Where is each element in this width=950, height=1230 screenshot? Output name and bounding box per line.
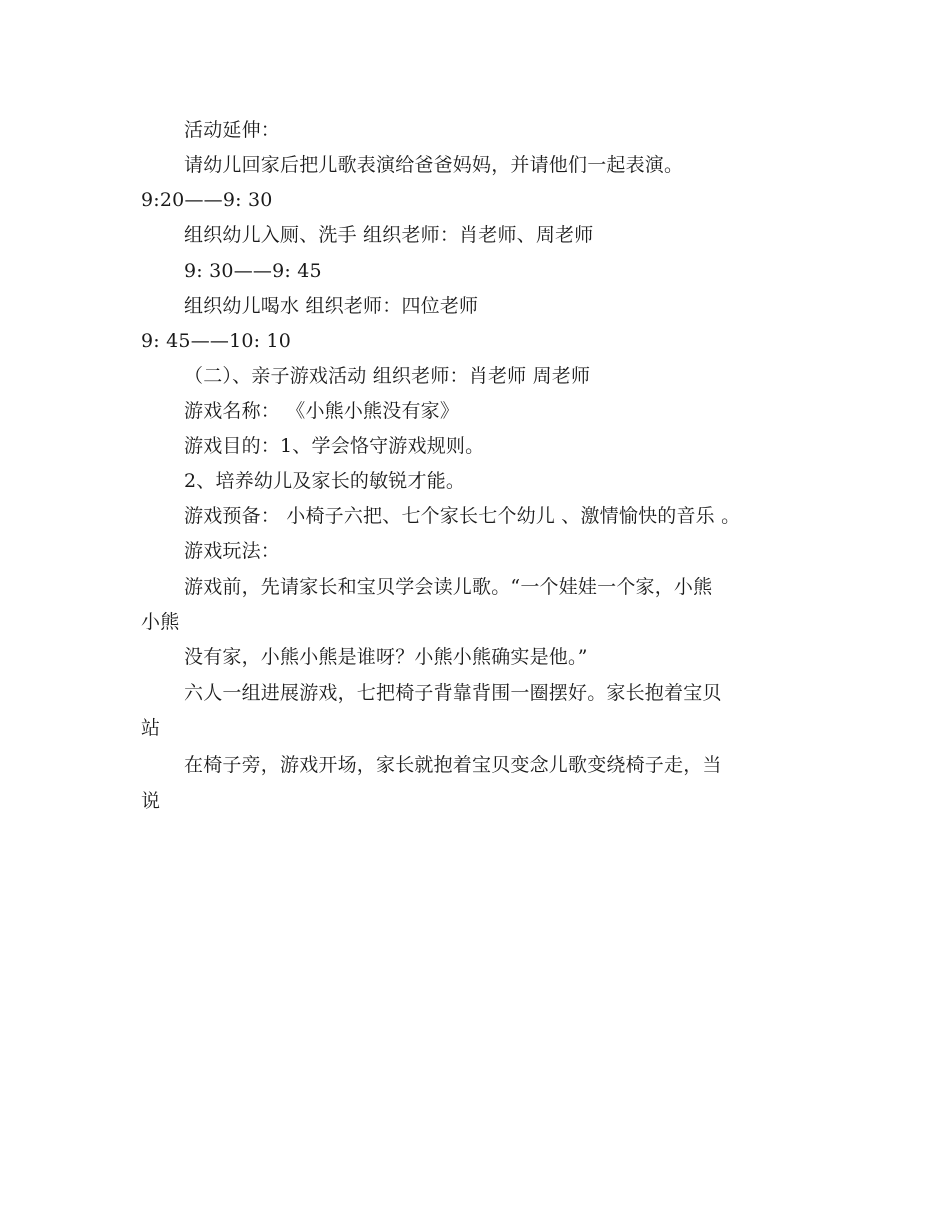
game-goal: 游戏目的：1、学会恪守游戏规则。 [184, 435, 485, 457]
paragraph-line: 说 [141, 790, 161, 812]
paragraph-line: 游戏前，先请家长和宝贝学会读儿歌。“一个娃娃一个家，小熊 [184, 576, 713, 598]
game-rules-heading: 游戏玩法： [184, 540, 281, 562]
time-slot: 9: 30——9: 45 [184, 260, 322, 282]
section-heading-parent-child-game: （二）、亲子游戏活动 组织老师：肖老师 周老师 [184, 365, 591, 387]
time-slot: 9: 45——10: 10 [141, 330, 292, 352]
game-preparation: 游戏预备： 小椅子六把、七个家长七个幼儿 、激情愉快的音乐 。 [184, 505, 741, 527]
paragraph-line: 组织幼儿入厕、洗手 组织老师：肖老师、周老师 [184, 224, 594, 246]
section-heading-activity-extension: 活动延伸： [184, 119, 281, 141]
paragraph-line: 没有家，小熊小熊是谁呀？小熊小熊确实是他。” [184, 646, 588, 668]
paragraph-line: 站 [141, 717, 161, 739]
paragraph-line: 六人一组进展游戏，七把椅子背靠背围一圈摆好。家长抱着宝贝 [184, 682, 722, 704]
game-name: 游戏名称： 《小熊小熊没有家》 [184, 400, 460, 422]
game-goal-item: 2、培养幼儿及家长的敏锐才能。 [184, 470, 466, 492]
paragraph-line: 请幼儿回家后把儿歌表演给爸爸妈妈，并请他们一起表演。 [184, 154, 684, 176]
time-slot: 9:20——9: 30 [141, 189, 273, 211]
paragraph-line: 在椅子旁，游戏开场，家长就抱着宝贝变念儿歌变绕椅子走，当 [184, 754, 722, 776]
paragraph-line: 小熊 [141, 611, 180, 633]
paragraph-line: 组织幼儿喝水 组织老师：四位老师 [184, 295, 479, 317]
